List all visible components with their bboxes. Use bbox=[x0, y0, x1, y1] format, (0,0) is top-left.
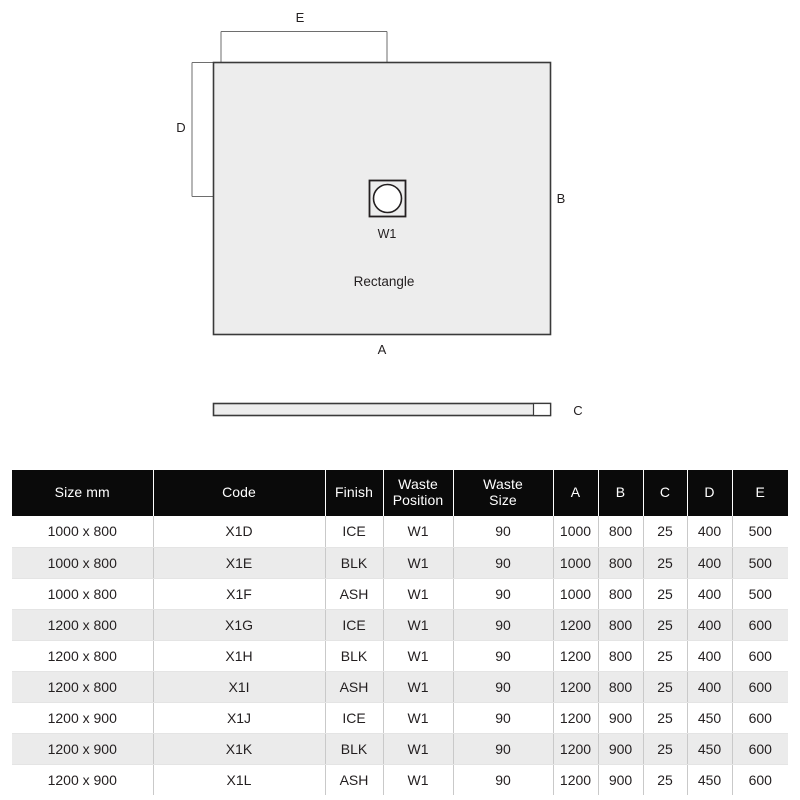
column-header-finish: Finish bbox=[325, 470, 383, 516]
cell-d: 400 bbox=[687, 609, 732, 640]
waste-outlet bbox=[370, 181, 406, 217]
cell-e: 600 bbox=[732, 702, 788, 733]
cell-e: 500 bbox=[732, 516, 788, 547]
cell-size: 1000 x 800 bbox=[12, 516, 153, 547]
cell-c: 25 bbox=[643, 640, 687, 671]
cell-a: 1200 bbox=[553, 609, 598, 640]
cell-waste-size: 90 bbox=[453, 733, 553, 764]
cell-d: 400 bbox=[687, 640, 732, 671]
cell-waste-position: W1 bbox=[383, 764, 453, 795]
waste-position-label: W1 bbox=[377, 227, 397, 241]
cell-code: X1D bbox=[153, 516, 325, 547]
cell-size: 1200 x 900 bbox=[12, 702, 153, 733]
cell-e: 500 bbox=[732, 578, 788, 609]
cell-b: 800 bbox=[598, 578, 643, 609]
cell-size: 1200 x 800 bbox=[12, 671, 153, 702]
cell-a: 1000 bbox=[553, 516, 598, 547]
dimension-label-b: B bbox=[556, 191, 566, 206]
column-header-c: C bbox=[643, 470, 687, 516]
cell-waste-position: W1 bbox=[383, 733, 453, 764]
column-header-b: B bbox=[598, 470, 643, 516]
cell-a: 1200 bbox=[553, 671, 598, 702]
cell-code: X1K bbox=[153, 733, 325, 764]
table-row bbox=[12, 640, 788, 671]
cell-d: 400 bbox=[687, 516, 732, 547]
cell-code: X1L bbox=[153, 764, 325, 795]
cell-waste-position: W1 bbox=[383, 547, 453, 578]
cell-size: 1200 x 900 bbox=[12, 764, 153, 795]
cell-code: X1F bbox=[153, 578, 325, 609]
cell-size: 1000 x 800 bbox=[12, 578, 153, 609]
dimension-label-a: A bbox=[377, 342, 387, 357]
cell-code: X1G bbox=[153, 609, 325, 640]
cell-code: X1I bbox=[153, 671, 325, 702]
cell-waste-position: W1 bbox=[383, 578, 453, 609]
cell-d: 450 bbox=[687, 733, 732, 764]
cell-e: 600 bbox=[732, 671, 788, 702]
cell-a: 1000 bbox=[553, 578, 598, 609]
cell-waste-size: 90 bbox=[453, 609, 553, 640]
cell-d: 400 bbox=[687, 578, 732, 609]
cell-size: 1200 x 800 bbox=[12, 640, 153, 671]
column-header-size: Size mm bbox=[12, 470, 153, 516]
cell-a: 1000 bbox=[553, 547, 598, 578]
cell-waste-position: W1 bbox=[383, 671, 453, 702]
cell-b: 900 bbox=[598, 764, 643, 795]
cell-size: 1200 x 900 bbox=[12, 733, 153, 764]
tray-shape-label: Rectangle bbox=[353, 274, 415, 289]
table-row bbox=[12, 702, 788, 733]
cell-b: 800 bbox=[598, 547, 643, 578]
waste-size-line-1: Waste bbox=[483, 476, 523, 493]
table-row bbox=[12, 609, 788, 640]
waste-circle bbox=[374, 185, 402, 213]
cell-c: 25 bbox=[643, 516, 687, 547]
cell-c: 25 bbox=[643, 547, 687, 578]
cell-a: 1200 bbox=[553, 702, 598, 733]
cell-waste-position: W1 bbox=[383, 609, 453, 640]
table-row bbox=[12, 733, 788, 764]
dimension-label-d: D bbox=[176, 120, 186, 135]
cell-a: 1200 bbox=[553, 640, 598, 671]
cell-code: X1E bbox=[153, 547, 325, 578]
waste-position-line-2: Position bbox=[392, 492, 444, 508]
cell-d: 450 bbox=[687, 764, 732, 795]
cell-e: 600 bbox=[732, 640, 788, 671]
cell-waste-position: W1 bbox=[383, 702, 453, 733]
cell-waste-position: W1 bbox=[383, 640, 453, 671]
cell-waste-size: 90 bbox=[453, 702, 553, 733]
cell-size: 1200 x 800 bbox=[12, 609, 153, 640]
cell-e: 600 bbox=[732, 733, 788, 764]
cell-c: 25 bbox=[643, 578, 687, 609]
column-header-waste-size bbox=[453, 470, 553, 516]
table-header-row bbox=[12, 470, 788, 516]
cell-e: 600 bbox=[732, 764, 788, 795]
cell-waste-position: W1 bbox=[383, 516, 453, 547]
table-row bbox=[12, 578, 788, 609]
cell-size: 1000 x 800 bbox=[12, 547, 153, 578]
cell-waste-size: 90 bbox=[453, 547, 553, 578]
cell-finish: BLK bbox=[325, 640, 383, 671]
cell-code: X1H bbox=[153, 640, 325, 671]
cell-c: 25 bbox=[643, 671, 687, 702]
cell-b: 900 bbox=[598, 733, 643, 764]
table-row bbox=[12, 764, 788, 795]
table-header bbox=[12, 470, 788, 516]
cell-finish: ASH bbox=[325, 578, 383, 609]
table-row bbox=[12, 547, 788, 578]
cell-c: 25 bbox=[643, 702, 687, 733]
cell-finish: BLK bbox=[325, 733, 383, 764]
specification-table bbox=[12, 470, 788, 795]
cell-finish: ASH bbox=[325, 671, 383, 702]
cell-d: 450 bbox=[687, 702, 732, 733]
column-header-code: Code bbox=[153, 470, 325, 516]
cell-c: 25 bbox=[643, 733, 687, 764]
cell-finish: ICE bbox=[325, 609, 383, 640]
column-header-a: A bbox=[553, 470, 598, 516]
cell-d: 400 bbox=[687, 671, 732, 702]
cell-waste-size: 90 bbox=[453, 764, 553, 795]
waste-position-line-1: Waste bbox=[398, 476, 438, 493]
dimension-label-c: C bbox=[573, 403, 583, 418]
cell-finish: ICE bbox=[325, 702, 383, 733]
cell-waste-size: 90 bbox=[453, 640, 553, 671]
cell-b: 900 bbox=[598, 702, 643, 733]
cell-finish: ICE bbox=[325, 516, 383, 547]
cell-finish: ASH bbox=[325, 764, 383, 795]
table-body bbox=[12, 516, 788, 795]
cell-waste-size: 90 bbox=[453, 671, 553, 702]
cell-c: 25 bbox=[643, 609, 687, 640]
waste-size-line-2: Size bbox=[489, 492, 517, 508]
tray-side-profile bbox=[214, 404, 551, 416]
cell-waste-size: 90 bbox=[453, 516, 553, 547]
cell-waste-size: 90 bbox=[453, 578, 553, 609]
cell-b: 800 bbox=[598, 640, 643, 671]
cell-a: 1200 bbox=[553, 733, 598, 764]
cell-d: 400 bbox=[687, 547, 732, 578]
cell-finish: BLK bbox=[325, 547, 383, 578]
cell-e: 500 bbox=[732, 547, 788, 578]
dimension-label-e: E bbox=[295, 10, 305, 25]
cell-b: 800 bbox=[598, 671, 643, 702]
specification-table-container bbox=[12, 470, 788, 795]
table-row bbox=[12, 516, 788, 547]
cell-code: X1J bbox=[153, 702, 325, 733]
column-header-e: E bbox=[732, 470, 788, 516]
column-header-waste-position bbox=[383, 470, 453, 516]
table-row bbox=[12, 671, 788, 702]
cell-a: 1200 bbox=[553, 764, 598, 795]
cell-e: 600 bbox=[732, 609, 788, 640]
column-header-d: D bbox=[687, 470, 732, 516]
cell-b: 800 bbox=[598, 516, 643, 547]
cell-b: 800 bbox=[598, 609, 643, 640]
cell-c: 25 bbox=[643, 764, 687, 795]
